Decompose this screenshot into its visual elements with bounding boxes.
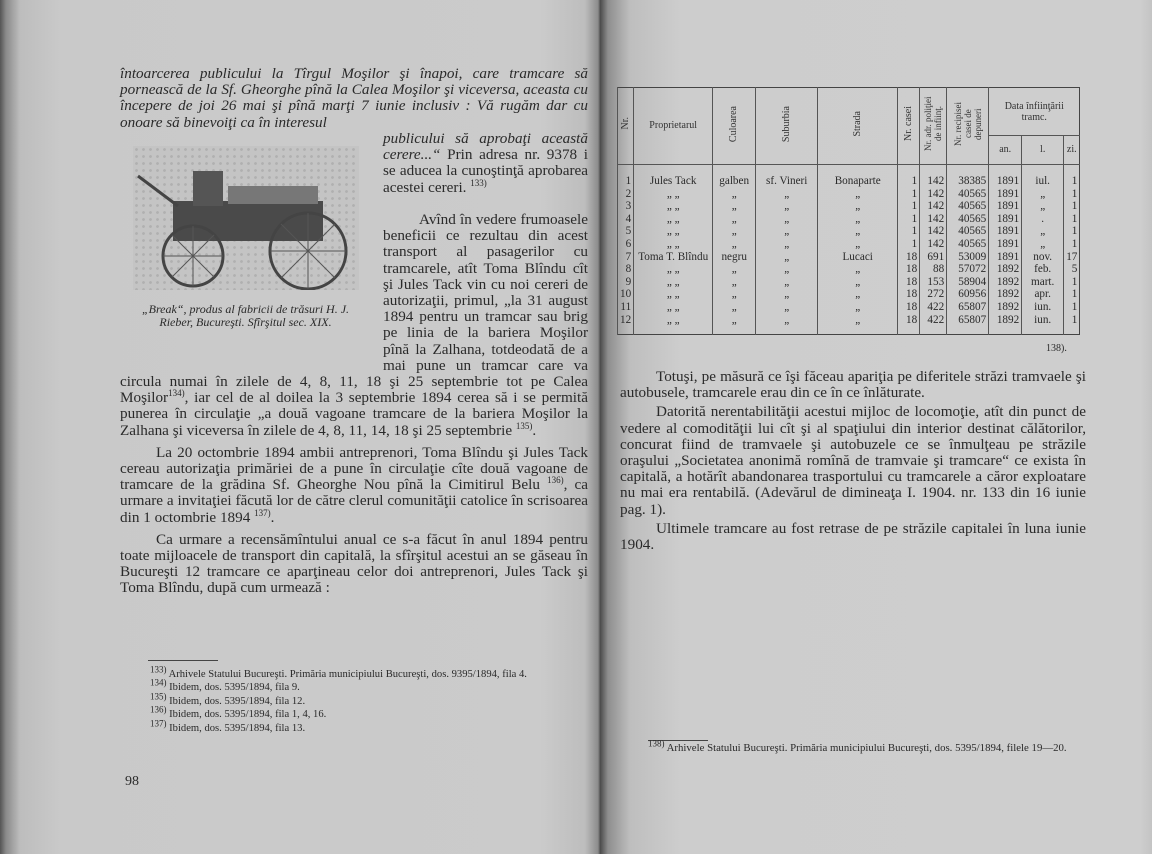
cell-nr-recipisa: 40565	[947, 188, 989, 201]
cell-zi: 1	[1064, 276, 1080, 289]
cell-luna: „	[1022, 188, 1064, 201]
footnote-ref: 133)	[470, 177, 487, 188]
cell-suburbie: „	[756, 225, 818, 238]
cell-luna: iun.	[1022, 301, 1064, 314]
cell-zi: 1	[1064, 188, 1080, 201]
cell-an: 1892	[989, 276, 1022, 289]
cell-an: 1892	[989, 301, 1022, 314]
cell-nr-casei: 1	[898, 238, 920, 251]
cell-nr-recipisa: 53009	[947, 251, 989, 264]
paragraph-1: Prin adresa nr. 9378 i se aducea la cunoştinţă aprobarea acestei cereri.	[383, 146, 588, 196]
cell-luna: feb.	[1022, 263, 1064, 276]
cell-nr-adr: 272	[920, 288, 947, 301]
cell-strada: „	[818, 314, 898, 335]
footnote: $^{137)}$ Ibidem, dos. 5395/1894, fila 13.	[150, 718, 306, 734]
paragraph-3: Ultimele tramcare au fost retrase de pe străzile capitalei în luna iunie 1904.	[620, 519, 1086, 554]
cell-zi: 1	[1064, 314, 1080, 335]
cell-row-nr: 8	[618, 263, 634, 276]
paragraph-2-end: .	[532, 421, 537, 439]
cell-zi: 1	[1064, 200, 1080, 213]
cell-nr-casei: 1	[898, 213, 920, 226]
cell-an: 1891	[989, 165, 1022, 188]
page-number: 98	[125, 774, 139, 789]
header-nr-adr-politiei: Nr. adr. poliţiei de infiinţ.	[923, 96, 944, 151]
cell-culoare: „	[713, 314, 756, 335]
paragraph-2-text: , iar cel de al doilea la 3 septembrie 1894 cerea să i se permită punerea în circulaţie „a două vagoane tramcare de la bariera Moşilor la Zalhana şi viceversa în zilele de 4, 8, 11, 14, 18 şi 25 septembrie	[120, 389, 588, 439]
cell-luna: iun.	[1022, 314, 1064, 335]
cell-row-nr: 7	[618, 251, 634, 264]
figure-caption: „Break“, produs al fabricii de trăsuri H. J. Rieber, Bucureşti. Sfîrşitul sec. XIX.	[141, 302, 350, 329]
cell-an: 1892	[989, 263, 1022, 276]
cell-nr-casei: 18	[898, 301, 920, 314]
cell-culoare: „	[713, 288, 756, 301]
cell-proprietar: „ „	[634, 301, 713, 314]
cell-proprietar: „ „	[634, 314, 713, 335]
header-data-infiintarii: Data înfiinţării tramc.	[989, 88, 1080, 136]
cell-proprietar: „ „	[634, 263, 713, 276]
cell-suburbie: „	[756, 263, 818, 276]
cell-an: 1892	[989, 288, 1022, 301]
cell-row-nr: 5	[618, 225, 634, 238]
cell-zi: 1	[1064, 288, 1080, 301]
narrow-column-text	[383, 131, 588, 196]
cell-nr-casei: 1	[898, 200, 920, 213]
cell-nr-casei: 18	[898, 314, 920, 335]
cell-suburbie: „	[756, 276, 818, 289]
cell-row-nr: 11	[618, 301, 634, 314]
cell-luna: „	[1022, 238, 1064, 251]
cell-nr-adr: 142	[920, 213, 947, 226]
table-row	[618, 188, 1080, 201]
cell-nr-casei: 18	[898, 263, 920, 276]
footnote: $^{133)}$ Arhivele Statului Bucureşti. Primăria municipiului Bucureşti, dos. 9395/1894, fila 4.	[150, 664, 527, 680]
right-text	[620, 369, 1086, 553]
table-row	[618, 263, 1080, 276]
cell-suburbie: „	[756, 288, 818, 301]
cell-nr-casei: 1	[898, 165, 920, 188]
cell-suburbie: „	[756, 251, 818, 264]
quote-paragraph	[120, 66, 588, 131]
cell-culoare: „	[713, 263, 756, 276]
footnote-ref: 135)	[515, 420, 533, 431]
cell-culoare: „	[713, 276, 756, 289]
cell-zi: 1	[1064, 301, 1080, 314]
header-suburbia: Suburbia	[780, 105, 792, 142]
cell-an: 1891	[989, 238, 1022, 251]
cell-an: 1891	[989, 188, 1022, 201]
cell-culoare: negru	[713, 251, 756, 264]
header-strada: Strada	[851, 110, 863, 137]
cell-an: 1891	[989, 200, 1022, 213]
paragraph-3-end: .	[270, 508, 275, 526]
cell-suburbie: „	[756, 213, 818, 226]
cell-proprietar: „ „	[634, 238, 713, 251]
cell-culoare: „	[713, 225, 756, 238]
cell-an: 1892	[989, 314, 1022, 335]
cell-strada: „	[818, 188, 898, 201]
cell-nr-recipisa: 65807	[947, 301, 989, 314]
cell-luna: „	[1022, 200, 1064, 213]
cell-suburbie: „	[756, 200, 818, 213]
header-nr-recipisei: Nr. recipisei casei de depuneri	[952, 101, 983, 146]
cell-zi: 1	[1064, 238, 1080, 251]
cell-nr-recipisa: 65807	[947, 314, 989, 335]
cell-nr-recipisa: 58904	[947, 276, 989, 289]
paragraph-4: Ca urmare a recensămîntului anual ce s-a făcut în anul 1894 pentru toate mijloacele de transport din capitală, la sfîrşitul acestui an se găseau în Bucureşti 12 tramcare ce aparţineau celor doi antreprenori, Jules Tack şi Toma Blîndu, după cum urmează :	[120, 530, 588, 597]
cell-nr-casei: 18	[898, 276, 920, 289]
cell-nr-adr: 142	[920, 200, 947, 213]
cell-strada: „	[818, 288, 898, 301]
cell-row-nr: 3	[618, 200, 634, 213]
header-nr-casei: Nr. casei	[902, 106, 914, 142]
paragraph-1: Totuşi, pe măsură ce îşi făceau apariţia pe diferitele străzi tramvaele şi autobusele, tramcarele erau din ce în ce înlăturate.	[620, 368, 1086, 402]
header-luna: l.	[1022, 136, 1064, 165]
cell-nr-casei: 18	[898, 251, 920, 264]
cell-strada: „	[818, 213, 898, 226]
cell-strada: „	[818, 225, 898, 238]
cell-strada: „	[818, 263, 898, 276]
cell-luna: „	[1022, 225, 1064, 238]
cell-nr-recipisa: 57072	[947, 263, 989, 276]
cell-strada: „	[818, 238, 898, 251]
footnote-divider	[148, 660, 218, 661]
cell-nr-adr: 142	[920, 188, 947, 201]
header-an: an.	[989, 136, 1022, 165]
cell-nr-adr: 422	[920, 314, 947, 335]
cell-nr-adr: 691	[920, 251, 947, 264]
footnotes	[150, 664, 590, 735]
header-zi: zi.	[1064, 136, 1080, 165]
cell-luna: .	[1022, 213, 1064, 226]
footnote: $^{138)}$ Arhivele Statului Bucureşti. Primăria municipiului Bucureşti, dos. 5395/1894, filele 19—20.	[648, 738, 1067, 754]
cell-strada: „	[818, 301, 898, 314]
cell-suburbie: „	[756, 314, 818, 335]
cell-zi: 1	[1064, 225, 1080, 238]
cell-proprietar: „ „	[634, 225, 713, 238]
table-row	[618, 314, 1080, 335]
cell-nr-adr: 142	[920, 165, 947, 188]
cell-an: 1891	[989, 213, 1022, 226]
cell-strada: Lucaci	[818, 251, 898, 264]
cell-proprietar: Toma T. Blîndu	[634, 251, 713, 264]
header-proprietarul: Proprietarul	[634, 88, 713, 165]
table-row	[618, 225, 1080, 238]
cell-zi: 1	[1064, 165, 1080, 188]
table-row	[618, 165, 1080, 188]
cell-nr-recipisa: 40565	[947, 225, 989, 238]
cell-culoare: „	[713, 301, 756, 314]
paragraph-2-text: Avînd în vedere frumoasele beneficii ce rezultau din acest transport al pasagerilor cu tramcarele, atît Toma Blîndu cît şi Jules Tack vin cu noi cereri de autorizaţii, primul, „la 31 august 1894 pentru un tramcar sau brig pe linia de la bariera Moşilor pînă la Zalhana, totdeodată de a mai pune un tramcar care va circula numai în zilele de 4, 8, 11, 18 şi 25 septembrie tot pe Calea Moşilor	[120, 211, 588, 407]
cell-row-nr: 2	[618, 188, 634, 201]
cell-row-nr: 1	[618, 165, 634, 188]
cell-zi: 1	[1064, 213, 1080, 226]
cell-nr-recipisa: 40565	[947, 238, 989, 251]
footnote-ref: 134)	[168, 388, 185, 399]
cell-culoare: galben	[713, 165, 756, 188]
footnote-ref: 137)	[254, 507, 271, 518]
footnote-ref: 136)	[547, 475, 564, 486]
cell-row-nr: 10	[618, 288, 634, 301]
footnote: $^{134)}$ Ibidem, dos. 5395/1894, fila 9.	[150, 677, 300, 694]
cell-row-nr: 4	[618, 213, 634, 226]
table-row	[618, 238, 1080, 251]
cell-culoare: „	[713, 188, 756, 201]
table-row	[618, 276, 1080, 289]
cell-zi: 5	[1064, 263, 1080, 276]
cell-nr-adr: 422	[920, 301, 947, 314]
table-row	[618, 200, 1080, 213]
cell-nr-recipisa: 40565	[947, 200, 989, 213]
cell-nr-recipisa: 60956	[947, 288, 989, 301]
quote-text: întoarcerea publicului la Tîrgul Moşilor şi înapoi, care tramcare să pornească de la Sf. Gheorghe pînă la Calea Moşilor şi viceversa, aceasta cu începere de joi 26 mai şi pînă marţi 7 iunie inclusiv : Vă rugăm dar cu onoare să binevoiţi ca în interesul	[120, 65, 588, 131]
table-row	[618, 301, 1080, 314]
cell-luna: nov.	[1022, 251, 1064, 264]
quote-end: publicului să aprobaţi această cerere...“	[383, 130, 588, 164]
cell-luna: mart.	[1022, 276, 1064, 289]
cell-proprietar: „ „	[634, 200, 713, 213]
paragraph-2	[120, 212, 588, 597]
cell-proprietar: „ „	[634, 188, 713, 201]
tramcar-table	[617, 87, 1080, 335]
cell-proprietar: Jules Tack	[634, 165, 713, 188]
cell-row-nr: 12	[618, 314, 634, 335]
cell-nr-adr: 142	[920, 225, 947, 238]
paragraph-3-text: , ca urmare a invitaţiei făcută lor de către clerul comunităţii catolice în scrisoarea din 1 octombrie 1894	[120, 476, 589, 526]
cell-culoare: „	[713, 200, 756, 213]
cell-strada: „	[818, 276, 898, 289]
cell-proprietar: „ „	[634, 276, 713, 289]
table-body	[618, 165, 1080, 335]
header-nr: Nr.	[619, 117, 631, 130]
header-culoarea: Culoarea	[728, 105, 740, 142]
footnote: $^{136)}$ Ibidem, dos. 5395/1894, fila 1, 4, 16.	[150, 704, 327, 721]
cell-nr-adr: 88	[920, 263, 947, 276]
footnote: $^{135)}$ Ibidem, dos. 5395/1894, fila 12.	[150, 691, 306, 707]
table-row	[618, 251, 1080, 264]
cell-culoare: „	[713, 213, 756, 226]
paragraph-3-text: La 20 octombrie 1894 ambii antreprenori, Toma Blîndu şi Jules Tack cereau autorizaţia primăriei de a pune în circulaţie cîte două vagoane de tramcare de la grădina Sf. Gheorghe Nou pînă la Cimitirul Belu	[120, 443, 588, 494]
table-row	[618, 288, 1080, 301]
cell-an: 1891	[989, 225, 1022, 238]
cell-strada: „	[818, 200, 898, 213]
cell-nr-adr: 153	[920, 276, 947, 289]
cell-strada: Bonaparte	[818, 165, 898, 188]
cell-nr-recipisa: 38385	[947, 165, 989, 188]
cell-proprietar: „ „	[634, 288, 713, 301]
cell-row-nr: 9	[618, 276, 634, 289]
cell-luna: iul.	[1022, 165, 1064, 188]
cell-nr-casei: 1	[898, 188, 920, 201]
cell-nr-casei: 18	[898, 288, 920, 301]
cell-an: 1891	[989, 251, 1022, 264]
cell-luna: apr.	[1022, 288, 1064, 301]
cell-zi: 17	[1064, 251, 1080, 264]
cell-row-nr: 6	[618, 238, 634, 251]
paragraph-2: Datorită nerentabilităţii acestui mijloc de locomoţie, atît din punct de vedere al comodităţii lui cît şi al spaţiului din interior destinat călătorilor, concurat fiind de tramvaele şi autobuzele ce se înmulţeau pe străzile oraşului „Societatea anonimă romînă de tramvaie şi tramcare“ ce exista în capitală, a hotărît abandonarea trasportului cu tramcarele a căror exploatare nu mai era rentabilă. (Adevărul de dimineaţa I. 1904. nr. 133 din 16 iunie pag. 1).	[620, 403, 1086, 518]
cell-nr-casei: 1	[898, 225, 920, 238]
footnote-ref: 138).	[1046, 343, 1067, 354]
table-row	[618, 213, 1080, 226]
cell-suburbie: „	[756, 301, 818, 314]
cell-culoare: „	[713, 238, 756, 251]
cell-suburbie: „	[756, 238, 818, 251]
cell-proprietar: „ „	[634, 213, 713, 226]
cell-nr-recipisa: 40565	[947, 213, 989, 226]
cell-nr-adr: 142	[920, 238, 947, 251]
cell-suburbie: „	[756, 188, 818, 201]
cell-suburbie: sf. Vineri	[756, 165, 818, 188]
